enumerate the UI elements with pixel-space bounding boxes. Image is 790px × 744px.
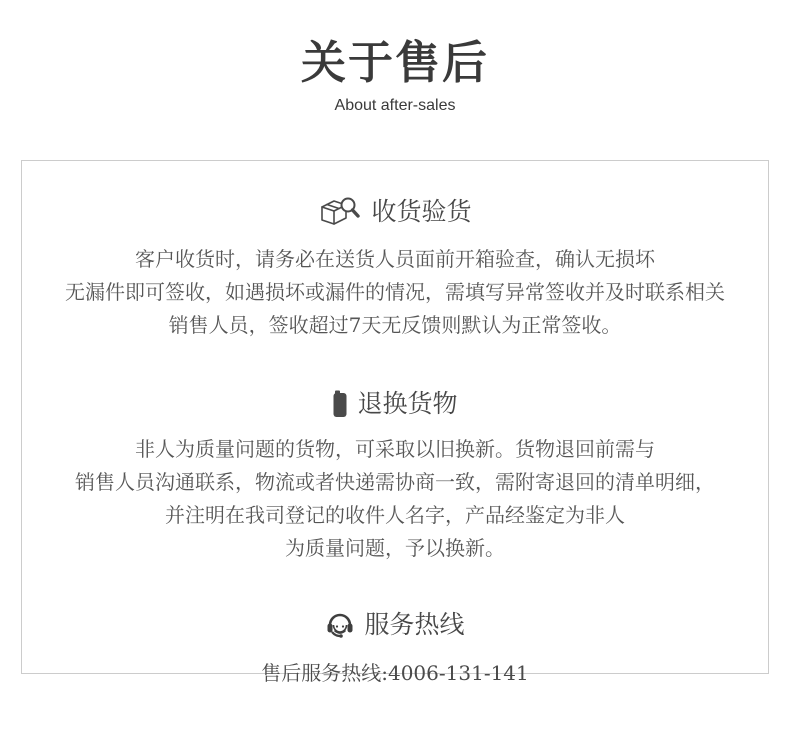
section-hotline-heading	[325, 609, 464, 641]
page-subtitle: About after-sales	[334, 97, 456, 114]
headset-icon	[325, 610, 355, 640]
section-receive-inspect	[22, 196, 768, 342]
text-line: 无漏件即可签收，如遇损坏或漏件的情况，需填写异常签收并及时联系相关	[65, 280, 725, 304]
section-return-heading	[332, 388, 457, 420]
section-receive-body	[22, 243, 768, 342]
page-title: 关于售后	[300, 37, 489, 88]
section-hotline-title: 服务热线	[364, 610, 465, 639]
text-line: 销售人员沟通联系，物流或者快递需协商一致，需附寄退回的清单明细，	[75, 470, 715, 494]
section-receive-title: 收货验货	[371, 197, 472, 226]
package-magnifier-icon	[318, 196, 362, 228]
package-return-icon	[332, 390, 348, 418]
section-receive-heading	[318, 196, 471, 228]
after-sales-panel	[21, 160, 769, 685]
section-return-exchange	[22, 388, 768, 565]
text-line: 为质量问题，予以换新。	[285, 536, 505, 560]
text-line: 销售人员，签收超过7天无反馈则默认为正常签收。	[168, 313, 622, 337]
section-return-body	[22, 433, 768, 565]
hotline-number: 售后服务热线:4006-131-141	[261, 661, 529, 685]
text-line: 非人为质量问题的货物，可采取以旧换新。货物退回前需与	[135, 437, 655, 461]
text-line: 并注明在我司登记的收件人名字，产品经鉴定为非人	[165, 503, 625, 527]
section-return-title: 退换货物	[357, 389, 458, 418]
text-line: 客户收货时，请务必在送货人员面前开箱验查，确认无损坏	[135, 247, 655, 271]
section-service-hotline	[22, 609, 768, 686]
